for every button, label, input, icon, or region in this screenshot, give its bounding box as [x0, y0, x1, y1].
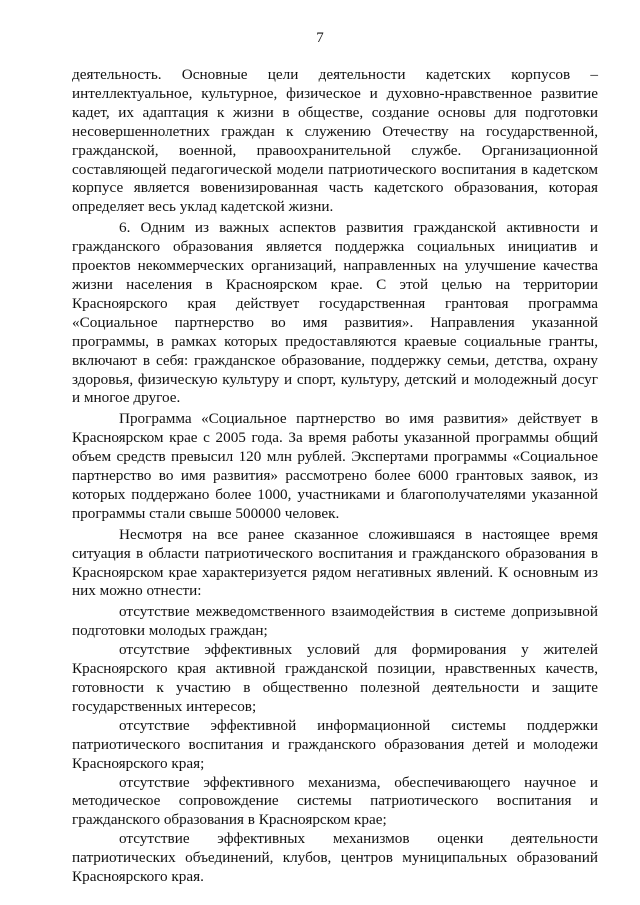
paragraph-program-results: Программа «Социальное партнерство во имя развития» действует в Красноярском крае с 2005 года. За время работы указанной программы общий объем средств превысил 120 млн рублей. Экспертами программы «Социальное партнерство во имя развития» рассмотрено более 6000 грантовых заявок, из которых поддержано более 1000, участниками и благополучателями указанной программы стали свыше 500000 человек. [72, 410, 598, 522]
paragraph-social-initiatives: 6. Одним из важных аспектов развития гражданской активности и гражданского образования является поддержка социальных инициатив и проектов некоммерческих организаций, направленных на улучшение качества жизни населения в Красноярском крае. С этой целью на территории Красноярского края действует государственная грантовая программа «Социальное партнерство во имя развития». Направления указанной программы, в рамках которых предоставляются краевые социальные гранты, включают в себя: гражданское образование, поддержку семьи, детства, охрану здоровья, физическую культуру и спорт, культуру, детский и молодежный досуг и многое другое. [72, 219, 598, 407]
paragraph-cadet-corps: деятельность. Основные цели деятельности кадетских корпусов – интеллектуальное, культурное, физическое и духовно-нравственное развитие кадет, их адаптация к жизни в обществе, создание основы для подготовки несовершеннолетних граждан к служению Отечеству на государственной, гражданской, военной, правоохранительной службе. Организационной составляющей педагогической модели патриотического воспитания в кадетском корпусе является вовенизированная часть кадетского образования, которая определяет весь уклад кадетской жизни. [72, 66, 598, 216]
list-item-methodical-support: отсутствие эффективного механизма, обеспечивающего научное и методическое сопровождение системы патриотического воспитания и гражданского образования в Красноярском крае; [72, 773, 598, 829]
list-item-interagency: отсутствие межведомственного взаимодействия в системе допризывной подготовки молодых граждан; [72, 603, 598, 640]
list-item-civic-position: отсутствие эффективных условий для формирования у жителей Красноярского края активной гражданской позиции, нравственных качеств, готовности к участию в общественно полезной деятельности и защите государственных интересов; [72, 641, 598, 715]
list-item-evaluation-mechanisms: отсутствие эффективных механизмов оценки деятельности патриотических объединений, клубов, центров муниципальных образований Красноярского края. [72, 830, 598, 886]
paragraph-negative-phenomena: Несмотря на все ранее сказанное сложившаяся в настоящее время ситуация в области патриотического воспитания и гражданского образования в Красноярском крае характеризуется рядом негативных явлений. К основным из них можно отнести: [72, 525, 598, 600]
document-body [72, 66, 598, 887]
page-number: 7 [316, 30, 324, 46]
list-item-information-system: отсутствие эффективной информационной системы поддержки патриотического воспитания и гражданского образования детей и молодежи Красноярского края; [72, 716, 598, 772]
